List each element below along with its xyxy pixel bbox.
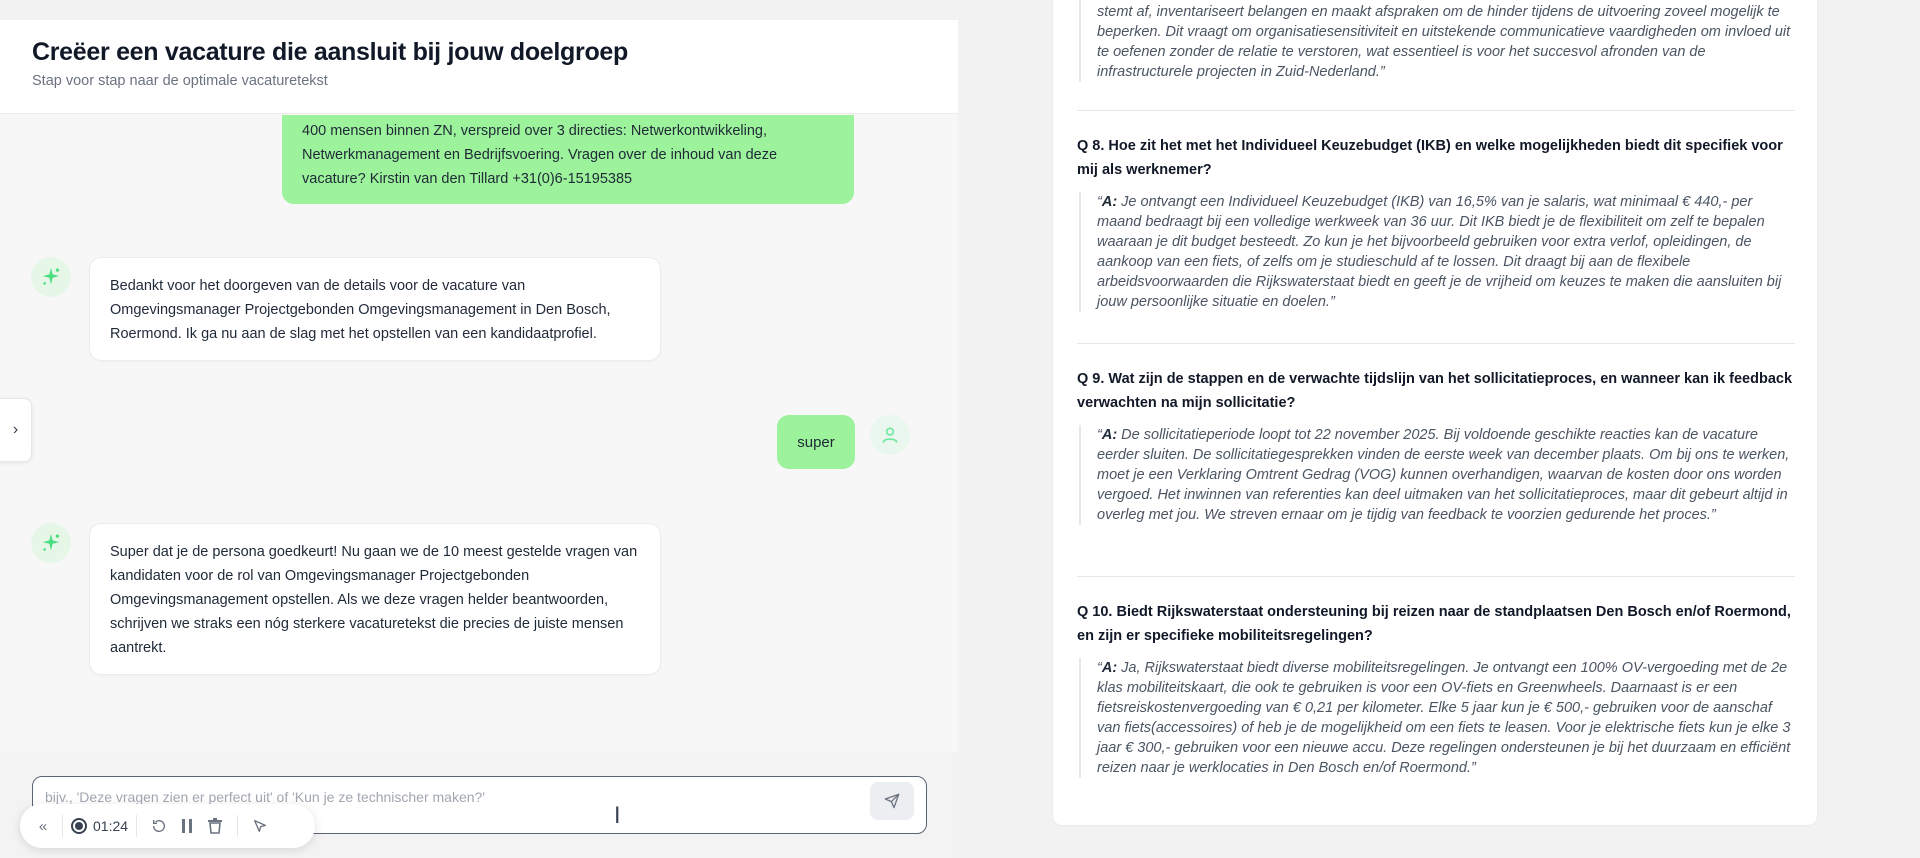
sparkle-icon [40, 532, 62, 554]
user-icon [880, 425, 900, 445]
faq-answer: “A: Je ontvangt een Individueel Keuzebudget (IKB) van 16,5% van je salaris, wat minimaal € 440,- per maand bedraagt bij een volledige werkweek van 36 uur. Dit IKB biedt je de flexibiliteit om zelf te bepalen waaraan je dit budget besteedt. Zo kun je het bijvoorbeeld gebruiken voor extra verlof, opleidingen, de aankoop van een fiets, of zelfs om je studieschuld af te lossen. Dit draagt bij aan de flexibele arbeidsvoorwaarden die Rijkswaterstaat biedt en geeft je de vrijheid om keuzes te maken die aansluiten bij jouw persoonlijke situatie en doelen.” [1079, 192, 1795, 312]
faq-item [1077, 600, 1795, 778]
page-title: Creëer een vacature die aansluit bij jouw doelgroep [32, 38, 628, 66]
faq-item [1077, 134, 1795, 312]
pause-icon [180, 818, 194, 834]
restart-icon [151, 818, 167, 834]
faq-item-partial [1077, 0, 1795, 82]
recording-time: 01:24 [93, 818, 129, 834]
bot-avatar [31, 523, 71, 563]
faq-panel [958, 0, 1920, 858]
user-avatar [870, 415, 910, 455]
text-cursor-icon: I [614, 804, 621, 829]
divider [1077, 110, 1795, 111]
page-subtitle: Stap voor stap naar de optimale vacaturetekst [32, 73, 328, 89]
chat-panel [0, 0, 958, 858]
faq-question: Q 9. Wat zijn de stappen en de verwachte tijdslijn van het sollicitatieproces, en wanneer kan ik feedback verwachten na mijn sollicitatie? [1077, 371, 1793, 411]
divider [1077, 576, 1795, 577]
delete-button[interactable] [201, 804, 229, 848]
trash-icon [208, 818, 222, 834]
collapse-button[interactable] [32, 804, 54, 848]
pause-button[interactable] [173, 804, 201, 848]
chevron-right-icon: › [12, 421, 19, 438]
faq-item [1077, 367, 1795, 525]
send-button[interactable] [870, 782, 914, 820]
double-chevron-left-icon: « [38, 817, 48, 835]
answer-prefix: A: [1101, 427, 1118, 443]
bot-avatar [31, 257, 71, 297]
message-list [0, 115, 958, 755]
faq-question: Q 8. Hoe zit het met het Individueel Keuzebudget (IKB) en welke mogelijkheden biedt dit specifiek voor mij als werknemer? [1077, 138, 1783, 178]
recording-toolbar [20, 804, 315, 848]
faq-answer: “A: Ja, Rijkswaterstaat biedt diverse mobiliteitsregelingen. Je ontvangt een 100% OV-vergoeding met de 2e klas mobiliteitskaart, die ook te gebruiken is voor een OV-fiets en Greenwheels. Daarnaast is er een fietsreiskostenvergoeding van € 0,21 per kilometer. Elke 5 jaar kun je € 500,- gebruiken voor de aanschaf van fiets(accessoires) of heb je de mogelijkheid om een fiets te leasen. Voor je elektrische fiets kun je elke 3 jaar € 300,- gebruiken voor een nieuwe accu. Deze regelingen ondersteunen je bij het duurzaam en efficiënt reizen naar je werklocaties in Den Bosch en/of Roermond.” [1079, 658, 1795, 778]
top-strip [0, 0, 958, 20]
chat-header [0, 20, 958, 114]
recording-status [71, 804, 128, 848]
user-message: super [777, 415, 855, 469]
bot-message: Super dat je de persona goedkeurt! Nu gaan we de 10 meest gestelde vragen van kandidaten voor de rol van Omgevingsmanager Projectgebonden Omgevingsmanagement opstellen. Als we deze vragen helder beantwoorden, schrijven we straks een nóg sterkere vacaturetekst die precies de juiste mensen aantrekt. [89, 523, 661, 675]
sidebar-toggle-button[interactable] [0, 398, 32, 462]
answer-prefix: A: [1101, 660, 1118, 676]
bot-message: Bedankt voor het doorgeven van de details voor de vacature van Omgevingsmanager Projectgebonden Omgevingsmanagement in Den Bosch, Roermond. Ik ga nu aan de slag met het opstellen van een kandidaatprofiel. [89, 257, 661, 361]
restart-button[interactable] [145, 804, 173, 848]
divider [237, 815, 238, 837]
faq-answer: stemt af, inventariseert belangen en maakt afspraken om de hinder tijdens de uitvoering zoveel mogelijk te beperken. Dit vraagt om organisatiesensitiviteit en uitstekende communicatieve vaardigheden om invloed uit te oefenen zonder de relatie te verstoren, wat essentieel is voor het succesvol afronden van de infrastructurele projecten in Zuid-Nederland.” [1079, 0, 1795, 82]
faq-card [1052, 0, 1818, 826]
divider [136, 815, 137, 837]
record-icon [71, 818, 87, 834]
faq-answer: “A: De sollicitatieperiode loopt tot 22 november 2025. Bij voldoende geschikte reacties kan de vacature eerder sluiten. De sollicitatiegesprekken vinden de eerste week van december plaats. Om bij ons te werken, moet je een Verklaring Omtrent Gedrag (VOG) kunnen overhandigen, waarvan de kosten door ons worden vergoed. Het inwinnen van referenties kan deel uitmaken van het sollicitatieproces, maar dit gebeurt altijd in overleg met jou. We streven ernaar om je tijdig van feedback te voorzien gedurende het proces.” [1079, 425, 1795, 525]
cursor-pointer-icon [252, 818, 268, 834]
user-message: 400 mensen binnen ZN, verspreid over 3 directies: Netwerkontwikkeling, Netwerkmanagement en Bedrijfsvoering. Vragen over de inhoud van deze vacature? Kirstin van den Tillard +31(0)6-15195385 [282, 115, 854, 204]
pointer-button[interactable] [246, 804, 274, 848]
sparkle-icon [40, 266, 62, 288]
answer-prefix: A: [1101, 194, 1118, 210]
faq-question: Q 10. Biedt Rijkswaterstaat ondersteuning bij reizen naar de standplaatsen Den Bosch en/of Roermond, en zijn er specifieke mobiliteitsregelingen? [1077, 604, 1791, 644]
divider [62, 815, 63, 837]
divider [1077, 343, 1795, 344]
send-icon [884, 793, 900, 809]
